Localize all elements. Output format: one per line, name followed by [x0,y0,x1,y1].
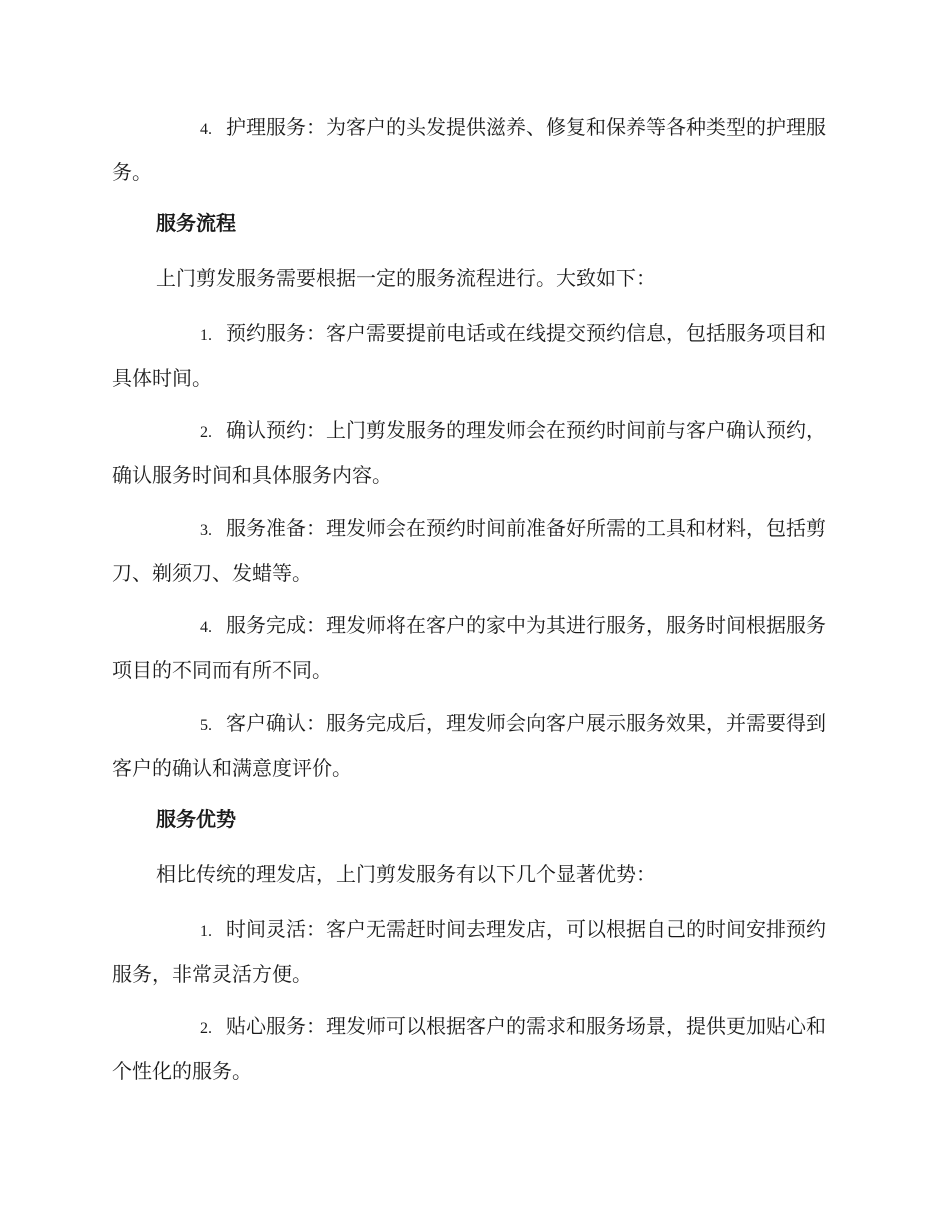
list-number: 1. [200,327,212,344]
list-text: 贴心服务：理发师可以根据客户的需求和服务场景，提供更加贴心和个性化的服务。 [112,1014,826,1083]
list-item [112,507,834,594]
list-number: 2. [200,1020,212,1037]
list-item [112,604,834,691]
list-item [112,106,834,193]
list-text: 客户确认：服务完成后，理发师会向客户展示服务效果，并需要得到客户的确认和满意度评价。 [112,711,826,780]
list-item [112,409,834,496]
list-text: 预约服务：客户需要提前电话或在线提交预约信息，包括服务项目和具体时间。 [112,321,826,390]
list-number: 2. [200,424,212,441]
list-item [112,1005,834,1092]
list-item [112,702,834,789]
list-item [112,312,834,399]
section-intro: 相比传统的理发店，上门剪发服务有以下几个显著优势： [156,862,656,886]
list-text: 服务准备：理发师会在预约时间前准备好所需的工具和材料，包括剪刀、剃须刀、发蜡等。 [112,516,826,585]
list-text: 确认预约：上门剪发服务的理发师会在预约时间前与客户确认预约，确认服务时间和具体服务内容。 [112,418,826,487]
list-text: 时间灵活：客户无需赶时间去理发店，可以根据自己的时间安排预约服务，非常灵活方便。 [112,917,826,986]
list-text: 服务完成：理发师将在客户的家中为其进行服务，服务时间根据服务项目的不同而有所不同。 [112,613,826,682]
list-number: 4. [200,121,212,138]
list-item [112,908,834,995]
section-intro: 上门剪发服务需要根据一定的服务流程进行。大致如下： [156,266,656,290]
list-number: 1. [200,923,212,940]
list-number: 5. [200,717,212,734]
list-text: 护理服务：为客户的头发提供滋养、修复和保养等各种类型的护理服务。 [112,115,826,184]
section-heading-advantages: 服务优势 [156,807,236,831]
section-heading-process: 服务流程 [156,211,236,235]
list-number: 4. [200,619,212,636]
list-number: 3. [200,522,212,539]
